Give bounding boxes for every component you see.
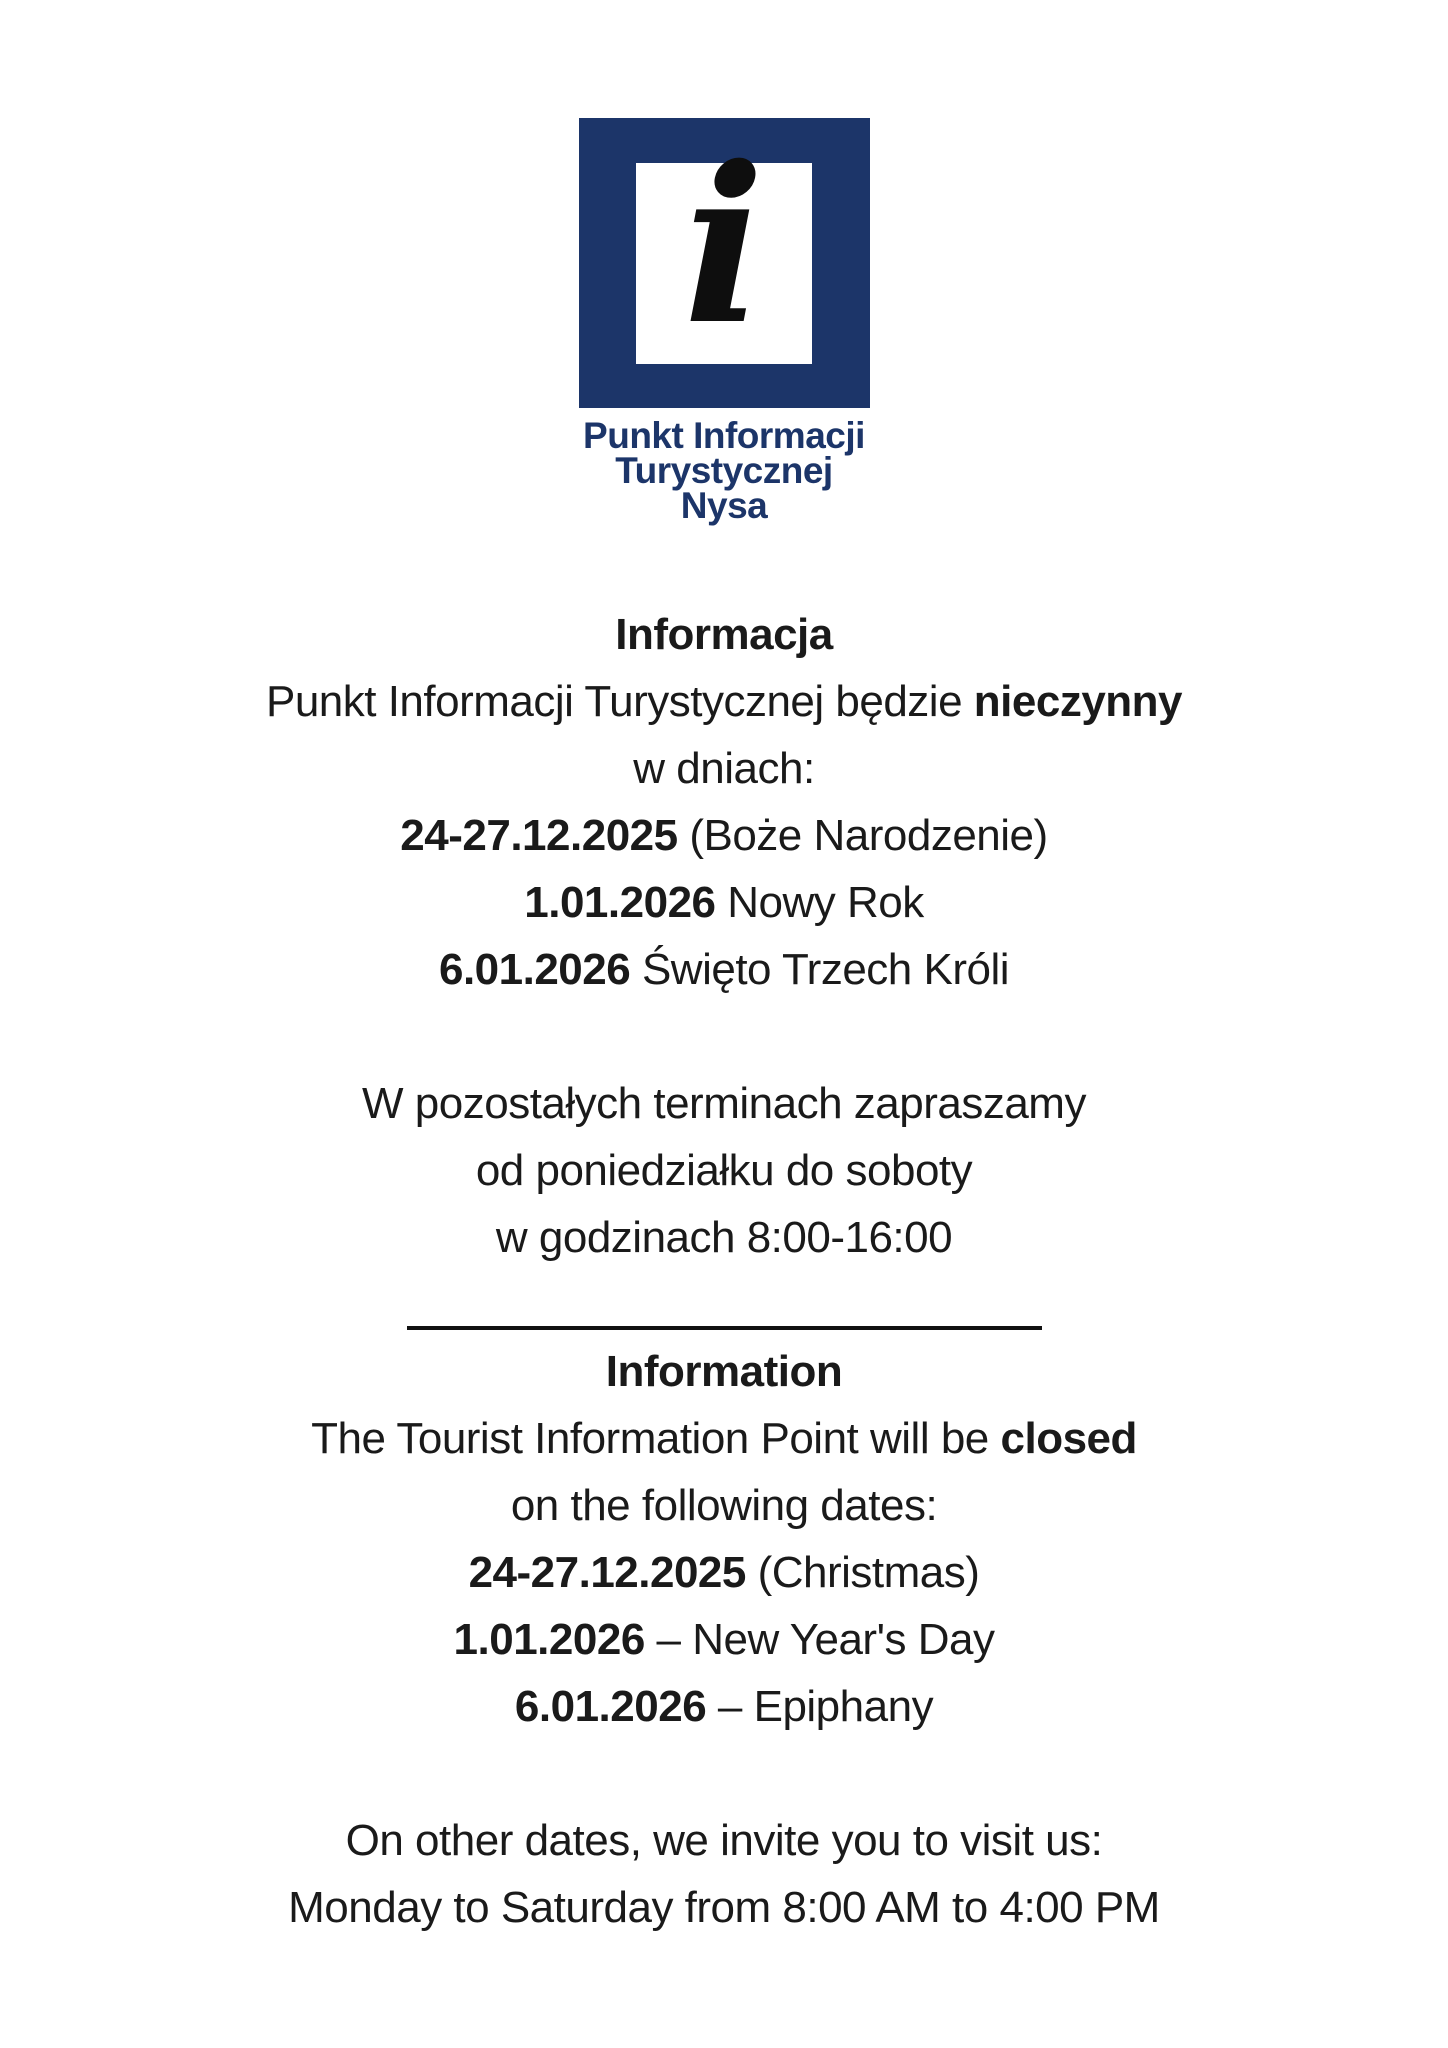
announcement-text	[0, 601, 1448, 1941]
logo-caption-line-2: Turystycznej	[615, 450, 833, 491]
logo-caption	[583, 415, 865, 526]
text-segment: Święto Trzech Króli	[630, 945, 1010, 994]
text-segment: Monday to Saturday from 8:00 AM to 4:00 PM	[288, 1883, 1160, 1932]
text-segment-bold: nieczynny	[973, 677, 1183, 726]
text-segment: Punkt Informacji Turystycznej będzie	[265, 677, 974, 726]
text-line	[0, 936, 1448, 1003]
text-line	[0, 601, 1448, 668]
text-segment: w dniach:	[633, 744, 815, 793]
text-line	[0, 802, 1448, 869]
text-segment-bold: 24-27.12.2025	[400, 811, 678, 860]
section-divider	[407, 1326, 1042, 1330]
text-line	[0, 1606, 1448, 1673]
text-line	[0, 1070, 1448, 1137]
text-segment-bold: 1.01.2026	[453, 1615, 645, 1664]
logo-block	[0, 0, 1448, 526]
text-segment-bold: Information	[605, 1347, 843, 1396]
logo-inner-square	[636, 118, 812, 372]
text-line	[0, 1338, 1448, 1405]
text-segment: The Tourist Information Point will be	[311, 1414, 1001, 1463]
text-segment-bold: Informacja	[615, 610, 833, 659]
text-segment: w godzinach 8:00-16:00	[495, 1213, 953, 1262]
divider-row	[0, 1271, 1448, 1338]
text-line	[0, 735, 1448, 802]
text-line	[0, 1204, 1448, 1271]
text-segment: W pozostałych terminach zapraszamy	[362, 1079, 1086, 1128]
blank-line	[0, 1740, 1448, 1807]
text-segment: Nowy Rok	[715, 878, 924, 927]
text-segment-bold: 6.01.2026	[514, 1682, 707, 1731]
tourist-information-logo	[579, 118, 870, 408]
text-line	[0, 1807, 1448, 1874]
text-line	[0, 1405, 1448, 1472]
text-segment: od poniedziałku do soboty	[475, 1146, 973, 1195]
text-line	[0, 1539, 1448, 1606]
blank-line	[0, 1003, 1448, 1070]
text-segment-bold: 1.01.2026	[524, 878, 716, 927]
text-segment-bold: 6.01.2026	[438, 945, 631, 994]
logo-caption-line-3: Nysa	[680, 485, 768, 526]
text-segment-bold: 24-27.12.2025	[468, 1548, 746, 1597]
info-icon: i	[683, 118, 765, 372]
logo-caption-line-1: Punkt Informacji	[583, 415, 865, 456]
text-line	[0, 1137, 1448, 1204]
text-segment: – New Year's Day	[644, 1615, 995, 1664]
text-segment: On other dates, we invite you to visit us:	[345, 1816, 1103, 1865]
text-segment: (Boże Narodzenie)	[677, 811, 1048, 860]
text-line	[0, 1472, 1448, 1539]
text-line	[0, 1673, 1448, 1740]
text-segment-bold: closed	[1000, 1414, 1137, 1463]
text-line	[0, 668, 1448, 735]
text-segment: – Epiphany	[706, 1682, 934, 1731]
text-line	[0, 1874, 1448, 1941]
text-segment: on the following dates:	[510, 1481, 938, 1530]
text-segment: (Christmas)	[745, 1548, 980, 1597]
text-line	[0, 869, 1448, 936]
